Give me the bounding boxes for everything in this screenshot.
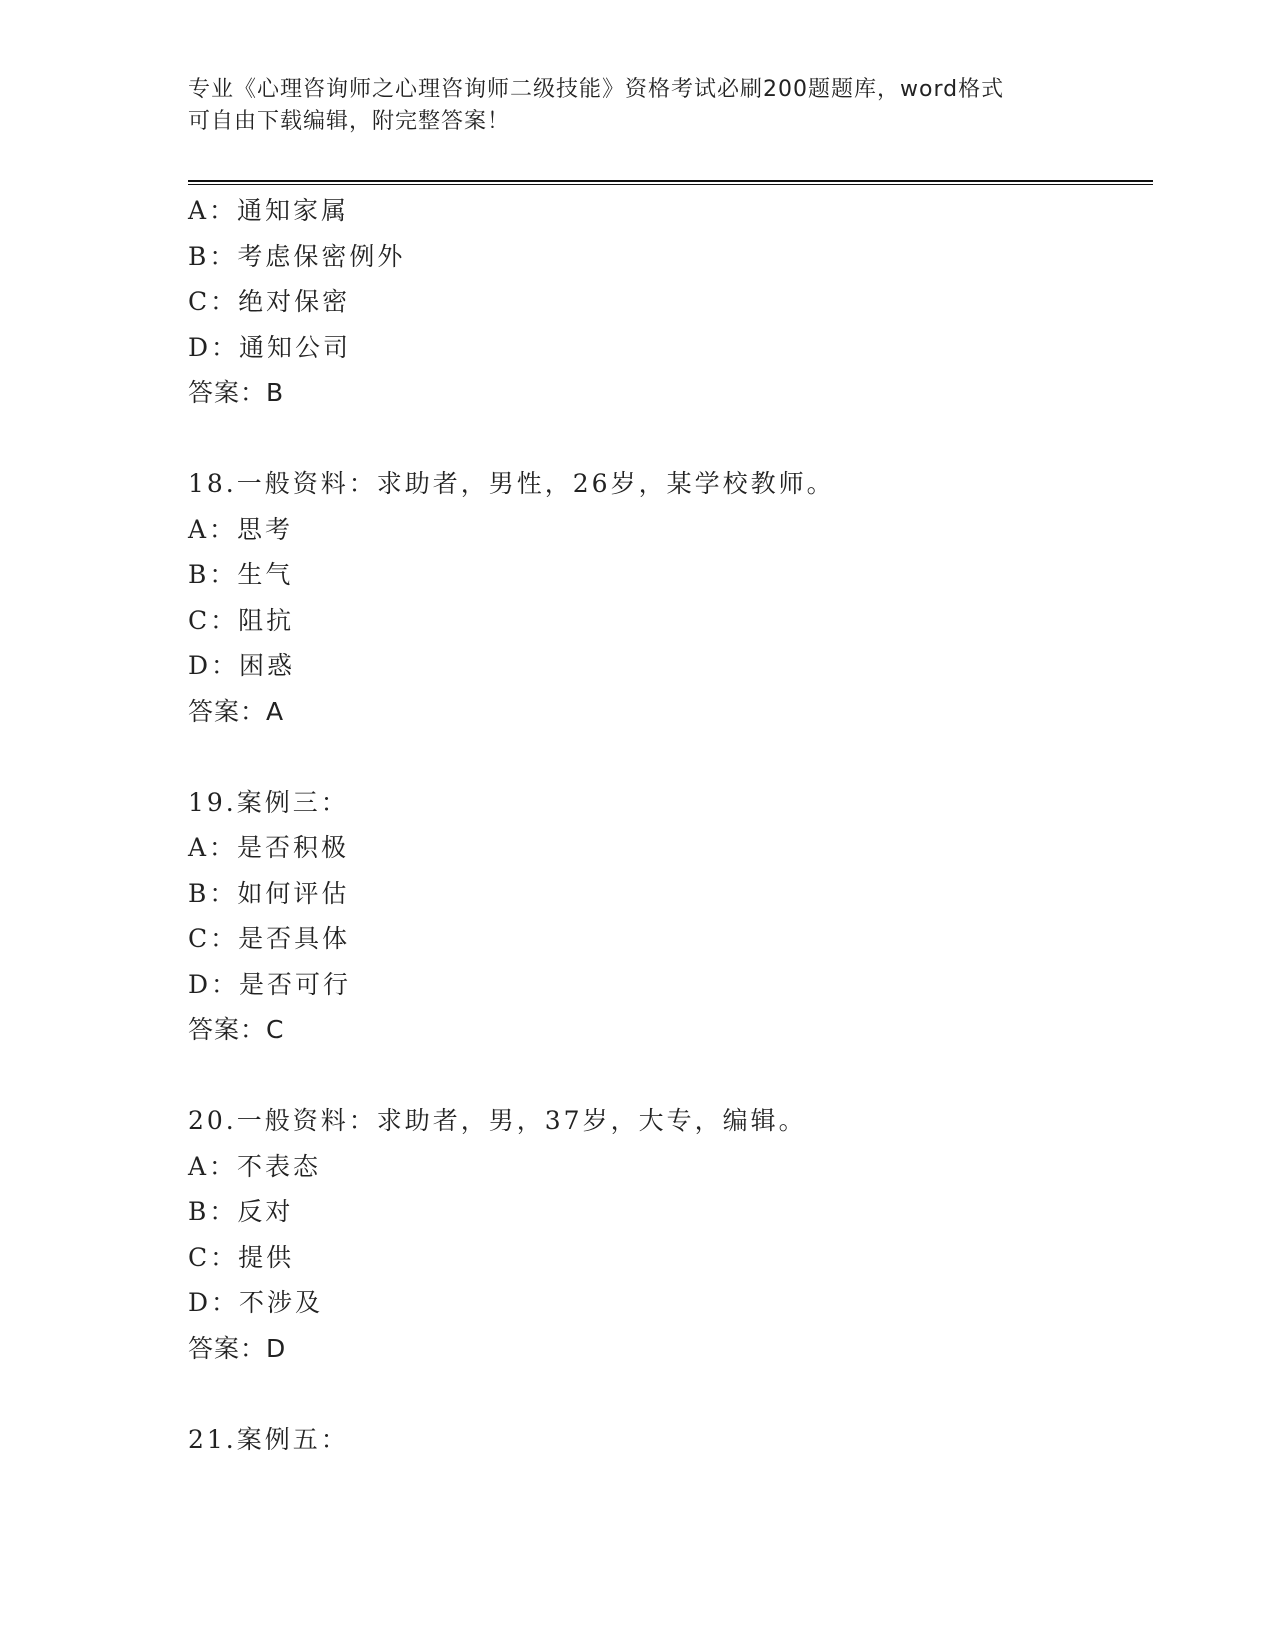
question-20 (188, 1098, 1148, 1371)
answer: 答案：C (188, 1015, 285, 1044)
option-c: C：阻抗 (188, 605, 295, 635)
question-17 (188, 188, 1148, 416)
option-b: B：如何评估 (188, 878, 350, 908)
question-18 (188, 461, 1148, 734)
option-a: A：不表态 (188, 1151, 322, 1181)
header-divider-thick (188, 180, 1153, 182)
option-c: C：提供 (188, 1242, 295, 1272)
question-spacer (188, 1371, 1148, 1417)
question-stem: 21.案例五： (188, 1424, 349, 1454)
header-line-1: 专业《心理咨询师之心理咨询师二级技能》资格考试必刷200题题库，word格式 (188, 77, 1005, 102)
question-list (188, 188, 1148, 1462)
question-stem: 19.案例三： (188, 787, 349, 817)
option-c: C：是否具体 (188, 924, 351, 953)
option-a: A：通知家属 (188, 196, 350, 225)
question-stem: 18.一般资料：求助者，男性，26岁，某学校教师。 (188, 469, 835, 498)
header-divider-thin (188, 184, 1153, 185)
option-d: D：是否可行 (188, 969, 352, 999)
question-spacer (188, 1053, 1148, 1099)
option-a: A：思考 (188, 514, 294, 544)
option-c: C：绝对保密 (188, 287, 351, 316)
header-line-2: 可自由下载编辑，附完整答案！ (188, 109, 511, 134)
option-d: D：通知公司 (188, 332, 352, 362)
answer: 答案：B (188, 378, 285, 407)
question-spacer (188, 734, 1148, 780)
question-19 (188, 780, 1148, 1053)
option-a: A：是否积极 (188, 833, 350, 862)
answer: 答案：A (188, 696, 285, 726)
question-21 (188, 1417, 1148, 1463)
option-b: B：生气 (188, 560, 294, 589)
option-d: D：不涉及 (188, 1288, 324, 1317)
option-b: B：反对 (188, 1197, 294, 1226)
answer: 答案：D (188, 1333, 287, 1363)
option-d: D：困惑 (188, 651, 296, 680)
document-header (188, 74, 1108, 138)
option-b: B：考虑保密例外 (188, 241, 406, 271)
question-spacer (188, 416, 1148, 462)
question-stem: 20.一般资料：求助者，男，37岁，大专，编辑。 (188, 1106, 807, 1135)
